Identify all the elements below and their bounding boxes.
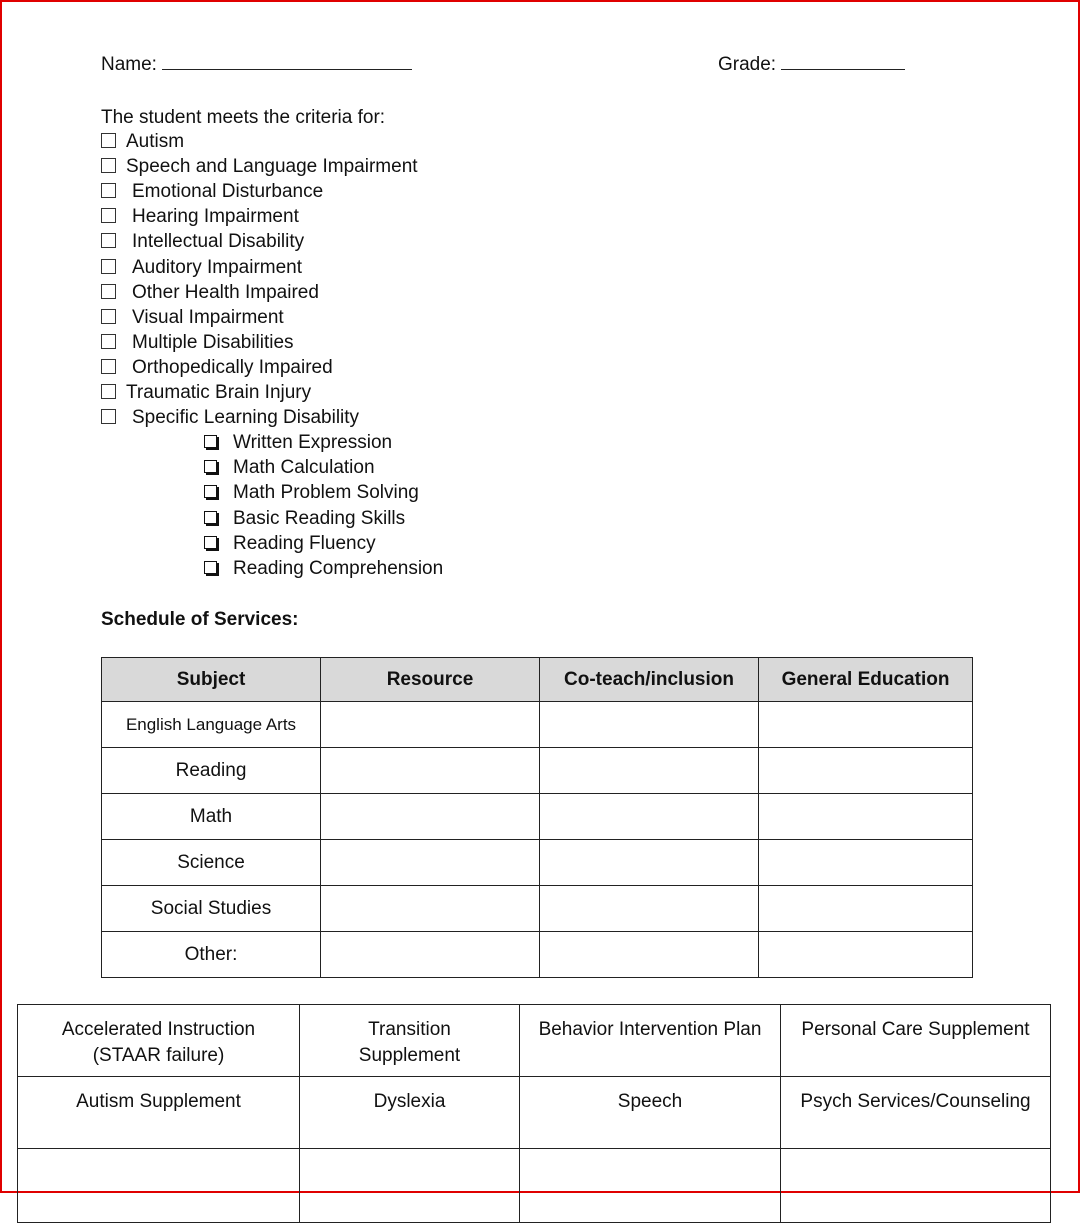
cell-label: Dyslexia — [373, 1091, 446, 1112]
general-education-cell[interactable] — [759, 794, 973, 840]
checkbox-icon[interactable] — [101, 208, 116, 223]
criteria-checkbox-item[interactable] — [101, 307, 284, 329]
cell-label: Behavior Intervention Plan — [538, 1019, 762, 1040]
subject-cell: Math — [102, 794, 321, 840]
subject-cell: Reading — [102, 748, 321, 794]
resource-cell[interactable] — [321, 748, 540, 794]
supplement-cell[interactable] — [781, 1005, 1051, 1077]
checkbox-label: Reading Comprehension — [233, 558, 444, 579]
supplement-cell[interactable] — [520, 1077, 781, 1149]
supplement-cell[interactable] — [18, 1077, 300, 1149]
criteria-checkbox-item[interactable] — [101, 357, 333, 379]
checkbox-label: Math Calculation — [233, 457, 375, 479]
cell-label: Speech — [617, 1091, 683, 1112]
resource-cell[interactable] — [321, 702, 540, 748]
coteach-cell[interactable] — [540, 794, 759, 840]
schedule-table — [101, 657, 973, 978]
checkbox-icon[interactable] — [101, 409, 116, 424]
column-header: Co-teach/inclusion — [540, 658, 759, 702]
supplement-cell[interactable] — [520, 1005, 781, 1077]
subject-cell: Other: — [102, 932, 321, 978]
sld-subitem[interactable] — [204, 508, 405, 530]
supplements-table — [17, 1004, 1051, 1223]
table-row — [102, 840, 973, 886]
checkbox-label: Reading Fluency — [233, 532, 376, 554]
checkbox-icon[interactable] — [204, 460, 217, 473]
cell-label: Personal Care Supplement — [801, 1019, 1030, 1040]
column-header: Resource — [321, 658, 540, 702]
sld-subitem[interactable] — [204, 457, 375, 479]
grade-blank[interactable] — [781, 51, 905, 70]
checkbox-label: Orthopedically Impaired — [132, 356, 333, 378]
checkbox-icon[interactable] — [204, 561, 217, 574]
subject-cell: Social Studies — [102, 886, 321, 932]
table-row — [18, 1005, 1051, 1077]
criteria-checkbox-item[interactable] — [101, 382, 311, 404]
criteria-checkbox-item[interactable] — [101, 181, 323, 203]
checkbox-icon[interactable] — [101, 359, 116, 374]
table-row — [18, 1149, 1051, 1223]
checkbox-label: Other Health Impaired — [132, 281, 319, 303]
checkbox-icon[interactable] — [101, 133, 116, 148]
checkbox-icon[interactable] — [101, 384, 116, 399]
sld-subitem[interactable] — [204, 482, 419, 504]
name-blank[interactable] — [162, 51, 412, 70]
criteria-checkbox-item[interactable] — [101, 407, 359, 429]
general-education-cell[interactable] — [759, 702, 973, 748]
checkbox-label: Autism — [126, 131, 185, 152]
coteach-cell[interactable] — [540, 840, 759, 886]
checkbox-label: Emotional Disturbance — [132, 181, 324, 203]
supplement-cell[interactable] — [781, 1077, 1051, 1149]
checkbox-label: Visual Impairment — [132, 306, 284, 328]
checkbox-label: Math Problem Solving — [233, 482, 419, 504]
coteach-cell[interactable] — [540, 702, 759, 748]
checkbox-icon[interactable] — [204, 435, 217, 448]
criteria-checkbox-item[interactable] — [101, 231, 304, 253]
checkbox-label: Speech and Language Impairment — [126, 156, 418, 178]
resource-cell[interactable] — [321, 932, 540, 978]
table-row — [102, 794, 973, 840]
sld-subitem[interactable] — [204, 432, 392, 454]
empty-cell[interactable] — [300, 1149, 520, 1223]
checkbox-label: Traumatic Brain Injury — [126, 382, 312, 403]
checkbox-label: Hearing Impairment — [132, 206, 299, 228]
criteria-checkbox-item[interactable] — [101, 131, 184, 153]
checkbox-icon[interactable] — [101, 233, 116, 248]
supplement-cell[interactable] — [18, 1005, 300, 1077]
table-header-row — [102, 658, 973, 702]
criteria-checkbox-item[interactable] — [101, 257, 302, 279]
checkbox-label: Written Expression — [233, 432, 393, 453]
cell-label: Accelerated Instruction (STAAR failure) — [61, 1019, 256, 1066]
criteria-checkbox-item[interactable] — [101, 206, 299, 228]
general-education-cell[interactable] — [759, 886, 973, 932]
checkbox-label: Multiple Disabilities — [132, 331, 294, 353]
table-row — [102, 886, 973, 932]
grade-field[interactable] — [718, 51, 905, 76]
table-row — [18, 1077, 1051, 1149]
criteria-checkbox-item[interactable] — [101, 282, 319, 304]
checkbox-icon[interactable] — [204, 536, 217, 549]
general-education-cell[interactable] — [759, 748, 973, 794]
schedule-title: Schedule of Services: — [101, 609, 299, 630]
criteria-intro: The student meets the criteria for: — [101, 107, 386, 128]
resource-cell[interactable] — [321, 840, 540, 886]
checkbox-icon[interactable] — [204, 485, 217, 498]
checkbox-icon[interactable] — [101, 284, 116, 299]
subject-cell: Science — [102, 840, 321, 886]
criteria-checkbox-item[interactable] — [101, 156, 418, 178]
table-row — [102, 702, 973, 748]
checkbox-label: Specific Learning Disability — [132, 407, 360, 429]
column-header: Subject — [102, 658, 321, 702]
checkbox-label: Basic Reading Skills — [233, 507, 406, 529]
checkbox-icon[interactable] — [101, 259, 116, 274]
coteach-cell[interactable] — [540, 748, 759, 794]
subject-cell: English Language Arts — [102, 702, 321, 748]
checkbox-icon[interactable] — [101, 183, 116, 198]
checkbox-label: Auditory Impairment — [132, 256, 303, 278]
grade-label: Grade: — [718, 54, 777, 75]
table-row — [102, 932, 973, 978]
checkbox-icon[interactable] — [101, 158, 116, 173]
column-header: General Education — [759, 658, 973, 702]
cell-label: Psych Services/Counseling — [800, 1091, 1031, 1112]
checkbox-label: Intellectual Disability — [132, 231, 305, 253]
criteria-checkbox-item[interactable] — [101, 332, 294, 354]
general-education-cell[interactable] — [759, 840, 973, 886]
cell-label: Autism Supplement — [76, 1091, 241, 1112]
coteach-cell[interactable] — [540, 886, 759, 932]
cell-label: Transition Supplement — [358, 1019, 461, 1066]
table-row — [102, 748, 973, 794]
resource-cell[interactable] — [321, 794, 540, 840]
name-label: Name: — [101, 54, 157, 75]
supplement-cell[interactable] — [300, 1005, 520, 1077]
checkbox-icon[interactable] — [101, 309, 116, 324]
empty-cell[interactable] — [520, 1149, 781, 1223]
supplement-cell[interactable] — [300, 1077, 520, 1149]
empty-cell[interactable] — [781, 1149, 1051, 1223]
general-education-cell[interactable] — [759, 932, 973, 978]
checkbox-icon[interactable] — [101, 334, 116, 349]
name-field[interactable] — [101, 51, 412, 76]
sld-subitem[interactable] — [204, 533, 376, 555]
coteach-cell[interactable] — [540, 932, 759, 978]
resource-cell[interactable] — [321, 886, 540, 932]
checkbox-icon[interactable] — [204, 511, 217, 524]
empty-cell[interactable] — [18, 1149, 300, 1223]
sld-subitem[interactable] — [204, 558, 443, 580]
